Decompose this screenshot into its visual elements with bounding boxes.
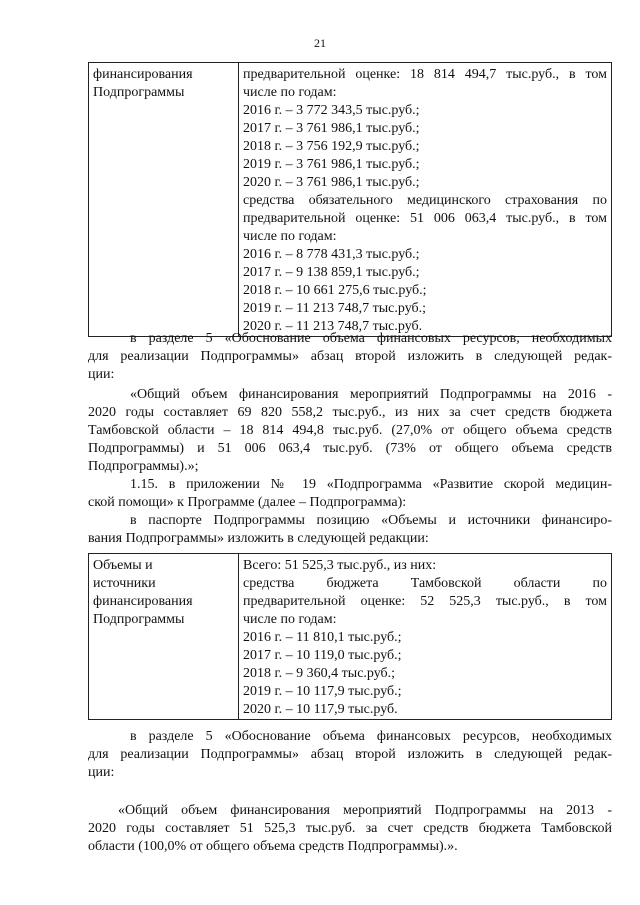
paragraph-item-1-15 [88, 476, 612, 512]
funding-volumes-table [88, 553, 612, 720]
text-line: ции: [88, 367, 115, 382]
text-line: вания Подпрограммы» изложить в следующей редакции: [88, 531, 429, 546]
table-value-line: предварительной оценке: 18 814 494,7 тыс.руб., в том [243, 67, 607, 82]
table-label-line: Подпрограммы [93, 612, 185, 627]
text-line: для реализации Подпрограммы» абзац второй изложить в следующей редак- [88, 349, 612, 364]
table-label-line: источники [93, 576, 156, 591]
table-value-line: 2020 г. – 10 117,9 тыс.руб. [243, 702, 398, 717]
table-value-line: 2020 г. – 11 213 748,7 тыс.руб. [243, 319, 423, 334]
table-value-line: 2017 г. – 3 761 986,1 тыс.руб.; [243, 121, 420, 136]
table-value-line: 2019 г. – 3 761 986,1 тыс.руб.; [243, 157, 420, 172]
text-line: «Общий объем финансирования мероприятий Подпрограммы на 2013 - [118, 803, 612, 818]
table-value-line: 2016 г. – 11 810,1 тыс.руб.; [243, 630, 402, 645]
paragraph-total-funding-quote [88, 386, 612, 476]
table-value-line: предварительной оценке: 51 006 063,4 тыс.руб., в том [243, 211, 607, 226]
table-value-line: Всего: 51 525,3 тыс.руб., из них: [243, 558, 437, 573]
text-line: области (100,0% от общего объема средств Подпрограммы).». [88, 839, 458, 854]
text-line: ции: [88, 765, 115, 780]
table-value-line: средства обязательного медицинского страхования по [243, 193, 607, 208]
table-value-line: 2018 г. – 10 661 275,6 тыс.руб.; [243, 283, 427, 298]
paragraph-passport-amendment [88, 512, 612, 548]
page-number: 21 [314, 36, 326, 50]
table-row [89, 554, 612, 720]
table-value-line: 2017 г. – 9 138 859,1 тыс.руб.; [243, 265, 420, 280]
text-line: 2020 годы составляет 51 525,3 тыс.руб. за счет средств бюджета Тамбовской [88, 821, 612, 836]
text-line: для реализации Подпрограммы» абзац второй изложить в следующей редак- [88, 747, 612, 762]
table-value-line: 2018 г. – 3 756 192,9 тыс.руб.; [243, 139, 420, 154]
table-value-line: 2017 г. – 10 119,0 тыс.руб.; [243, 648, 402, 663]
table-value-cell [239, 554, 612, 720]
table-value-line: 2020 г. – 3 761 986,1 тыс.руб.; [243, 175, 420, 190]
paragraph-section5-amendment-2 [88, 728, 612, 782]
table-label-line: Подпрограммы [93, 85, 185, 100]
text-line: Тамбовской области – 18 814 494,8 тыс.руб. (27,0% от общего объема средств [88, 423, 612, 438]
text-line: в паспорте Подпрограммы позицию «Объемы и источники финансиро- [130, 513, 612, 528]
text-line: в разделе 5 «Обоснование объема финансовых ресурсов, необходимых [130, 729, 612, 744]
table-value-line: 2018 г. – 9 360,4 тыс.руб.; [243, 666, 396, 681]
table-row [89, 63, 612, 337]
text-line: 2020 годы составляет 69 820 558,2 тыс.руб., из них за счет средств бюджета [88, 405, 612, 420]
text-line: Подпрограммы).»; [88, 459, 199, 474]
text-line: «Общий объем финансирования мероприятий Подпрограммы на 2016 - [130, 387, 612, 402]
table-value-line: 2016 г. – 8 778 431,3 тыс.руб.; [243, 247, 420, 262]
table-value-line: числе по годам: [243, 229, 337, 244]
funding-table-continued [88, 62, 612, 337]
table-value-line: средства бюджета Тамбовской области по [243, 576, 607, 591]
paragraph-section5-amendment [88, 330, 612, 384]
text-line: Подпрограммы) и 51 006 063,4 тыс.руб. (73% от общего объема средств [88, 441, 612, 456]
table-value-line: числе по годам: [243, 85, 337, 100]
text-line: ской помощи» к Программе (далее – Подпрограмма): [88, 495, 407, 510]
table-value-line: 2019 г. – 10 117,9 тыс.руб.; [243, 684, 402, 699]
paragraph-total-funding-quote-2 [88, 802, 612, 856]
table-value-cell [239, 63, 612, 337]
table-value-line: 2016 г. – 3 772 343,5 тыс.руб.; [243, 103, 420, 118]
table-label-cell [89, 63, 239, 337]
text-line: 1.15. в приложении № 19 «Подпрограмма «Развитие скорой медицин- [130, 477, 612, 492]
table-label-line: финансирования [93, 67, 193, 82]
table-label-line: финансирования [93, 594, 193, 609]
table-label-cell [89, 554, 239, 720]
table-label-line: Объемы и [93, 558, 153, 573]
table-value-line: числе по годам: [243, 612, 337, 627]
text-line: в разделе 5 «Обоснование объема финансовых ресурсов, необходимых [130, 331, 612, 346]
table-value-line: 2019 г. – 11 213 748,7 тыс.руб.; [243, 301, 427, 316]
table-value-line: предварительной оценке: 52 525,3 тыс.руб., в том [243, 594, 607, 609]
